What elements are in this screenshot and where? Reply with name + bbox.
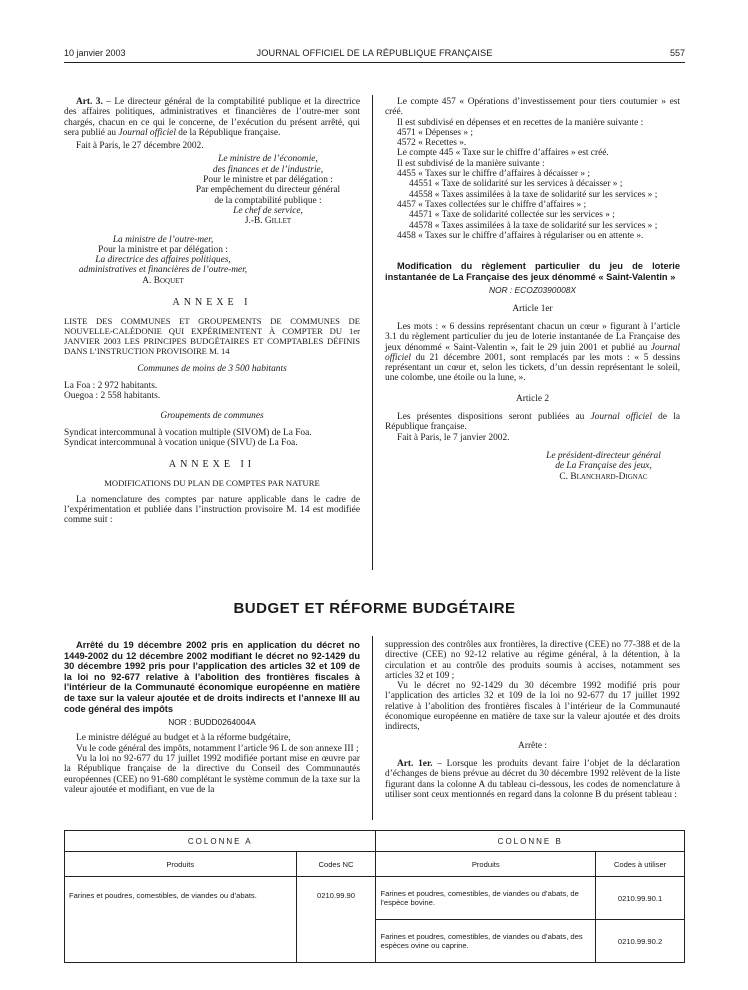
art3-label: Art. 3.: [76, 97, 103, 107]
art3-jo: Journal officiel: [118, 127, 176, 138]
compte-445: Le compte 445 « Taxe sur le chiffre d’affaires » est créé.: [397, 148, 609, 159]
sig1-line: Le chef de service,: [233, 205, 303, 216]
signature-block-3: [385, 451, 680, 482]
page-number: 557: [669, 48, 685, 58]
left-column-top: [64, 97, 360, 526]
sig2-line: La directrice des affaires politiques,: [95, 255, 231, 266]
page-header: [64, 48, 685, 62]
annexe-2-title: MODIFICATIONS DU PLAN DE COMPTES PAR NATURE: [104, 478, 320, 489]
arrete-p4: suppression des contrôles aux frontières, la directive (CEE) no 77-388 et de la directive (CEE) no 92-12 relative au régime général, à la détention, à la circulation et au contrôle des produits soumis à accises, notamment ses articles 32 et 109 ;: [385, 640, 680, 681]
journal-title: JOURNAL OFFICIEL DE LA RÉPUBLIQUE FRANÇAISE: [256, 48, 493, 58]
compte-44578: 44578 « Taxes assimilées à la taxe de solidarité sur les services » ;: [409, 220, 658, 231]
fait-2: Fait à Paris, le 7 janvier 2002.: [397, 432, 510, 443]
compte-4455: 4455 « Taxes sur le chiffre d’affaires à décaisser » ;: [397, 169, 591, 180]
cell-code-nc: 0210.99.90: [296, 877, 376, 963]
article-3: [64, 97, 360, 138]
right-column-bottom: [385, 640, 680, 800]
sig1-line: de la comptabilité publique :: [214, 195, 322, 206]
a1-text1: Les mots : « 6 dessins représentant chacun un cœur » figurant à l’article 3.1 du règlement particulier du jeu de loterie instantanée de La Française des jeux dénommé « Saint-Valentin », fait le 29 juin 2001 et publié au: [385, 321, 680, 353]
signature-block-2: [64, 235, 360, 286]
column-divider-bottom: [372, 636, 373, 820]
article-1-heading: Article 1er: [512, 303, 553, 314]
a2-text2: de la République française.: [385, 412, 680, 433]
a1-jo: Journal officiel: [385, 342, 680, 363]
header-date: 10 janvier 2003: [64, 48, 126, 58]
header-produits-a: Produits: [65, 852, 297, 877]
compte-4458: 4458 « Taxes sur le chiffre d’affaires à régulariser ou en attente ».: [397, 230, 644, 241]
subdivision-457: Il est subdivisé en dépenses et en recettes de la manière suivante :: [397, 117, 644, 128]
arrete-p1: Le ministre délégué au budget et à la réforme budgétaire,: [76, 733, 291, 744]
compte-44571: 44571 « Taxe de solidarité collectée sur les services » ;: [409, 210, 615, 221]
a2-text1: Les présentes dispositions seront publiées au: [397, 412, 591, 423]
table-row: [65, 877, 685, 920]
signature-block-1: [64, 154, 360, 226]
article-2-heading: Article 2: [515, 393, 550, 404]
arrete-p3: Vu la loi no 92-677 du 17 juillet 1992 modifiée portant mise en œuvre par la République française de la directive du Conseil des Communautés européennes (CEE) no 91-680 complétant le système commun de la taxe sur la valeur ajoutée et modifiant, en vue de la: [64, 754, 360, 795]
compte-44558: 44558 « Taxes assimilées à la taxe de solidarité sur les services » ;: [409, 189, 658, 200]
column-a-header: COLONNE A: [65, 831, 376, 852]
subdivision-445: Il est subdivisé de la manière suivante :: [397, 158, 545, 169]
sig1-name: J.-B. Gillet: [244, 216, 292, 227]
sig3-line: de La Française des jeux,: [555, 461, 652, 472]
sig3-line: Le président-directeur général: [546, 450, 661, 461]
sig2-line: Pour la ministre et par délégation :: [98, 244, 228, 255]
groupements-heading: Groupements de communes: [160, 411, 264, 422]
right-column-top: [385, 97, 680, 482]
header-codes-nc: Codes NC: [296, 852, 376, 877]
cell-produit-a: Farines et poudres, comestibles, de viandes ou d’abats.: [65, 877, 297, 963]
column-b-header: COLONNE B: [376, 831, 685, 852]
commune-ouegoa: Ouegoa : 2 558 habitants.: [64, 390, 161, 401]
left-column-bottom: [64, 640, 360, 795]
fait-1: Fait à Paris, le 27 décembre 2002.: [76, 141, 204, 152]
arrete-p5: Vu le décret no 92-1429 du 30 décembre 1992 modifié pris pour l’application des articles 32 et 109 de la loi no 92-677 du 17 juillet 1992 relative à l’abolition des frontières fiscales à l’intérieur de la Communauté économique européenne en matière de taxe sur la valeur ajoutée et des droits indirects,: [385, 681, 680, 733]
compte-44551: 44551 « Taxe de solidarité sur les services à décaisser » ;: [409, 179, 623, 190]
sig1-line: Le ministre de l’économie,: [218, 154, 318, 165]
sig1-line: Par empêchement du directeur général: [195, 185, 341, 196]
groupement-sivom: Syndicat intercommunal à vocation multiple (SIVOM) de La Foa.: [64, 427, 312, 438]
header-produits-b: Produits: [376, 852, 596, 877]
arrete-p2: Vu le code général des impôts, notamment l’article 96 L de son annexe III ;: [76, 743, 359, 754]
art3-text: – Le directeur général de la comptabilité publique et la directrice des affaires politiques, administratives et financières de l’outre-mer sont chargés, chacun en ce qui le concerne, de l’exécution du présent arrêté, qui sera publié au: [64, 97, 360, 138]
arrete-verb: Arrête :: [518, 740, 547, 751]
article-1-text: [385, 322, 680, 384]
sig2-line: administratives et financières de l’outre-mer,: [78, 265, 248, 276]
groupement-sivu: Syndicat intercommunal à vocation unique (SIVU) de La Foa.: [64, 437, 298, 448]
column-divider-top: [372, 95, 373, 570]
loterie-nor: NOR : ECOZ0390008X: [488, 285, 577, 296]
annexe-1-title: LISTE DES COMMUNES ET GROUPEMENTS DE COMMUNES DE NOUVELLE-CALÉDONIE QUI EXPÉRIMENTENT À COMPTER DU 1er JANVIER 2003 LES PRINCIPES BUDGÉTAIRES ET COMPTABLES DÉFINIS DANS L’INSTRUCTION PROVISOIRE M. 14: [64, 316, 360, 357]
cell-code-b1: 0210.99.90.1: [596, 877, 685, 920]
art1-label: Art. 1er.: [397, 758, 433, 769]
art3-end: de la République française.: [175, 127, 281, 138]
cell-produit-b1: Farines et poudres, comestibles, de viandes ou d’abats, de l’espèce bovine.: [376, 877, 596, 920]
annexe-2-heading: ANNEXE II: [168, 459, 256, 471]
arrete-nor: NOR : BUDD0264004A: [168, 717, 256, 728]
a2-jo: Journal officiel: [590, 412, 652, 423]
cell-produit-b2: Farines et poudres, comestibles, de viandes ou d’abats, des espèces ovine ou caprine.: [376, 920, 596, 963]
sig1-line: Pour le ministre et par délégation :: [203, 175, 333, 186]
annexe-1-heading: ANNEXE I: [172, 297, 252, 309]
article-2-text: [385, 412, 680, 433]
compte-4572: 4572 « Recettes ».: [397, 138, 467, 149]
section-title: BUDGET ET RÉFORME BUDGÉTAIRE: [233, 600, 516, 617]
nomenclature-table: [64, 830, 685, 963]
sig3-name: C. Blanchard-Dignac: [559, 471, 648, 482]
sig1-line: des finances et de l’industrie,: [212, 164, 324, 175]
header-rule: [64, 62, 685, 63]
loterie-title: Modification du règlement particulier du jeu de loterie instantanée de La Française des jeux dénommé « Saint-Valentin »: [385, 261, 680, 282]
compte-4571: 4571 « Dépenses » ;: [397, 127, 474, 138]
sig2-name: A. Boquet: [142, 275, 184, 286]
compte-4457: 4457 « Taxes collectées sur le chiffre d’affaires » ;: [397, 199, 587, 210]
communes-heading: Communes de moins de 3 500 habitants: [137, 364, 287, 375]
art1-text: – Lorsque les produits devant faire l’objet de la déclaration d’échanges de biens prévue au décret du 30 décembre 1992 relèvent de la liste figurant dans la colonne A du tableau ci-dessous, les codes de nomenclature à utiliser sont ceux mentionnés en regard dans la colonne B du présent tableau :: [385, 758, 680, 800]
header-codes-utiliser: Codes à utiliser: [596, 852, 685, 877]
sig2-line: La ministre de l’outre-mer,: [112, 234, 214, 245]
commune-la-foa: La Foa : 2 972 habitants.: [64, 380, 158, 391]
cell-code-b2: 0210.99.90.2: [596, 920, 685, 963]
arrete-title: Arrêté du 19 décembre 2002 pris en application du décret no 1449-2002 du 12 décembre 2002 modifiant le décret no 92-1429 du 30 décembre 1992 pris pour l’application des articles 32 et 109 de la loi no 92-677 relative à l’abolition des frontières fiscales à l’intérieur de la Communauté économique européenne en matière de taxe sur la valeur ajoutée et de droits indirects et l’annexe III au code général des impôts: [64, 640, 360, 714]
annexe-2-text: La nomenclature des comptes par nature applicable dans le cadre de l’expérimentation et publiée dans l’instruction provisoire M. 14 est modifiée comme suit :: [64, 494, 360, 526]
compte-457: Le compte 457 « Opérations d’investissement pour tiers coutumier » est créé.: [385, 97, 680, 118]
article-1-arrete: [385, 759, 680, 800]
a1-text2: du 21 décembre 2001, sont remplacés par les mots : « 5 dessins représentant un cœur et, selon les tickets, d’un dessin représentant le soleil, une colombe, une étoile ou la lune, ».: [385, 352, 680, 384]
